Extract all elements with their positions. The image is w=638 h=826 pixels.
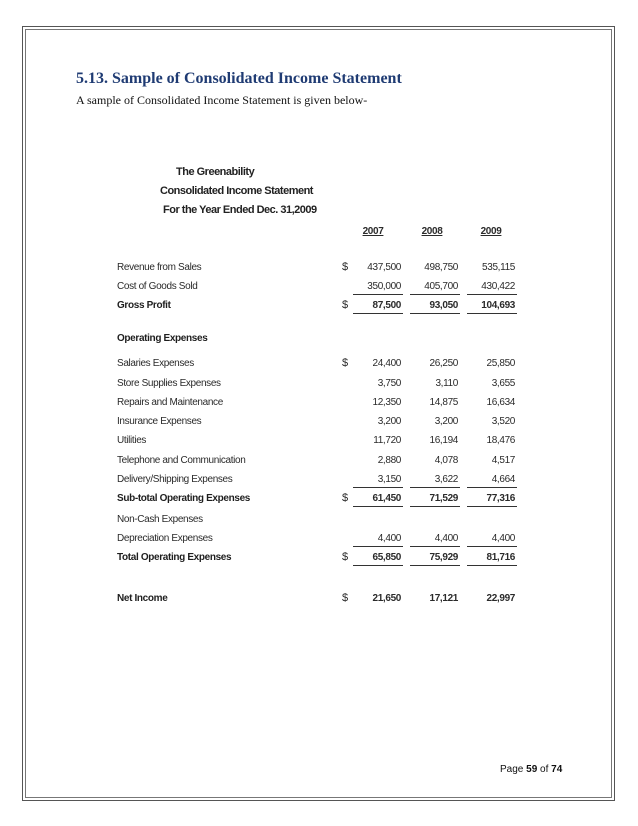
row-value-2008: 4,400	[434, 533, 458, 544]
statement-period: For the Year Ended Dec. 31,2009	[163, 204, 317, 216]
row-value-2008: 93,050	[429, 300, 458, 311]
row-value-2007: 437,500	[367, 262, 401, 273]
row-value-2007: 3,150	[377, 474, 401, 485]
total-pages: 74	[551, 764, 563, 775]
row-label: Utilities	[117, 435, 147, 446]
row-value-2009: 18,476	[486, 435, 515, 446]
row-label: Net Income	[117, 593, 168, 604]
row-value-2007: 3,750	[377, 378, 401, 389]
year-header-2007: 2007	[362, 226, 384, 237]
currency-symbol: $	[342, 357, 348, 369]
row-label: Repairs and Maintenance	[117, 397, 223, 408]
year-header-2009: 2009	[480, 226, 502, 237]
row-value-2008: 14,875	[429, 397, 458, 408]
row-value-2009: 3,655	[491, 378, 515, 389]
total-underline	[467, 487, 517, 488]
row-label: Salaries Expenses	[117, 358, 194, 369]
section-heading: 5.13. Sample of Consolidated Income Statement	[76, 70, 402, 87]
total-underline	[353, 506, 403, 507]
row-value-2007: 4,400	[377, 533, 401, 544]
page-word: Page	[500, 764, 524, 775]
currency-symbol: $	[342, 551, 348, 563]
intro-paragraph: A sample of Consolidated Income Statement is given below-	[76, 93, 368, 107]
row-value-2009: 77,316	[486, 493, 515, 504]
row-value-2007: 65,850	[372, 552, 401, 563]
row-value-2008: 16,194	[429, 435, 458, 446]
row-value-2009: 81,716	[486, 552, 515, 563]
row-label: Non-Cash Expenses	[117, 514, 203, 525]
currency-symbol: $	[342, 492, 348, 504]
total-underline	[467, 506, 517, 507]
row-value-2008: 3,110	[435, 378, 458, 389]
statement-title: Consolidated Income Statement	[160, 185, 313, 197]
statement-company: The Greenability	[176, 166, 255, 178]
row-value-2009: 3,520	[491, 416, 515, 427]
row-value-2009: 22,997	[486, 593, 515, 604]
total-underline	[353, 313, 403, 314]
row-value-2008: 71,529	[429, 493, 458, 504]
row-value-2009: 430,422	[481, 281, 515, 292]
row-label: Total Operating Expenses	[117, 552, 232, 563]
row-value-2008: 498,750	[424, 262, 458, 273]
row-label: Depreciation Expenses	[117, 533, 213, 544]
total-underline	[410, 546, 460, 547]
row-label: Insurance Expenses	[117, 416, 202, 427]
row-value-2009: 4,664	[491, 474, 515, 485]
row-value-2008: 3,200	[434, 416, 458, 427]
total-underline	[353, 294, 403, 295]
row-value-2009: 25,850	[486, 358, 515, 369]
row-value-2007: 87,500	[372, 300, 401, 311]
row-label: Revenue from Sales	[117, 262, 202, 273]
row-label: Delivery/Shipping Expenses	[117, 474, 233, 485]
of-word: of	[540, 764, 549, 775]
row-value-2007: 24,400	[372, 358, 401, 369]
total-underline	[353, 546, 403, 547]
total-underline	[467, 313, 517, 314]
row-label: Cost of Goods Sold	[117, 281, 198, 292]
row-value-2009: 4,400	[491, 533, 515, 544]
row-value-2007: 61,450	[372, 493, 401, 504]
row-label: Sub-total Operating Expenses	[117, 493, 251, 504]
row-value-2009: 16,634	[486, 397, 515, 408]
row-value-2007: 21,650	[372, 593, 401, 604]
row-value-2008: 26,250	[429, 358, 458, 369]
total-underline	[410, 506, 460, 507]
currency-symbol: $	[342, 592, 348, 604]
row-value-2008: 17,121	[429, 593, 458, 604]
total-underline	[410, 565, 460, 566]
row-label: Telephone and Communication	[117, 455, 246, 466]
total-underline	[410, 294, 460, 295]
row-label: Gross Profit	[117, 300, 171, 311]
total-underline	[467, 546, 517, 547]
total-underline	[467, 565, 517, 566]
row-value-2007: 3,200	[377, 416, 401, 427]
row-value-2008: 3,622	[434, 474, 458, 485]
currency-symbol: $	[342, 261, 348, 273]
row-value-2007: 11,720	[373, 435, 401, 446]
row-value-2009: 535,115	[482, 262, 515, 273]
page-number: 59	[526, 764, 538, 775]
row-label: Store Supplies Expenses	[117, 378, 221, 389]
row-value-2007: 2,880	[377, 455, 401, 466]
row-value-2008: 4,078	[434, 455, 458, 466]
total-underline	[410, 313, 460, 314]
total-underline	[353, 565, 403, 566]
row-value-2008: 75,929	[429, 552, 458, 563]
row-value-2008: 405,700	[424, 281, 458, 292]
year-header-2008: 2008	[421, 226, 443, 237]
currency-symbol: $	[342, 299, 348, 311]
row-value-2007: 350,000	[367, 281, 401, 292]
page-footer	[500, 764, 562, 775]
total-underline	[410, 487, 460, 488]
row-value-2007: 12,350	[372, 397, 401, 408]
row-value-2009: 104,693	[481, 300, 515, 311]
total-underline	[353, 487, 403, 488]
total-underline	[467, 294, 517, 295]
row-value-2009: 4,517	[491, 455, 515, 466]
row-label: Operating Expenses	[117, 333, 208, 344]
